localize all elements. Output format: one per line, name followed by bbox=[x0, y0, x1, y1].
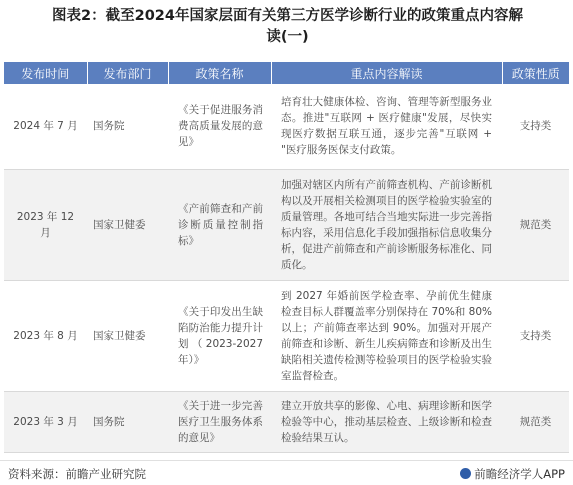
cell-department: 国家卫健委 bbox=[87, 280, 168, 391]
header-content: 重点内容解读 bbox=[271, 62, 502, 84]
cell-department: 国务院 bbox=[87, 391, 168, 452]
source-text: 资料来源：前瞻产业研究院 bbox=[8, 467, 146, 481]
brand bbox=[460, 466, 565, 482]
cell-nature: 规范类 bbox=[502, 391, 569, 452]
cell-policy: 《关于进一步完善医疗卫生服务体系的意见》 bbox=[168, 391, 271, 452]
footer bbox=[0, 460, 573, 485]
cell-date: 2023 年 8 月 bbox=[4, 280, 87, 391]
title-line-2: 读(一) bbox=[266, 29, 309, 45]
cell-content: 培育壮大健康体检、咨询、管理等新型服务业态。推进"互联网 + 医疗健康"发展，尽快实现医疗数据互联互通，逐步完善"互联网 + "医疗服务医保支付政策。 bbox=[271, 84, 502, 169]
policy-table bbox=[4, 62, 569, 453]
cell-policy: 《产前筛查和产前诊断质量控制指标》 bbox=[168, 169, 271, 280]
cell-date: 2024 年 7 月 bbox=[4, 84, 87, 169]
table-row bbox=[4, 391, 569, 452]
qianzhan-logo-icon bbox=[460, 468, 471, 479]
cell-department: 国家卫健委 bbox=[87, 169, 168, 280]
table-row bbox=[4, 280, 569, 391]
cell-date: 2023 年 3 月 bbox=[4, 391, 87, 452]
header-department: 发布部门 bbox=[87, 62, 168, 84]
cell-content: 到 2027 年婚前医学检查率、孕前优生健康检查目标人群覆盖率分别保持在 70%和 80%以上；产前筛查率达到 90%。加强对开展产前筛查和诊断、新生儿疾病筛查和诊断及出生缺陷相关遗传检测等检验项目的医学检验实验室监督检查。 bbox=[271, 280, 502, 391]
cell-nature: 支持类 bbox=[502, 280, 569, 391]
cell-date: 2023 年 12 月 bbox=[4, 169, 87, 280]
table-row bbox=[4, 84, 569, 169]
table-header-row bbox=[4, 62, 569, 84]
cell-department: 国务院 bbox=[87, 84, 168, 169]
cell-content: 加强对辖区内所有产前筛查机构、产前诊断机构以及开展相关检测项目的医学检验实验室的质量管理。各地可结合当地实际进一步完善指标内容，采用信息化手段加强指标信息收集分析，促进产前筛查和产前诊断服务标准化、同质化。 bbox=[271, 169, 502, 280]
cell-content: 建立开放共享的影像、心电、病理诊断和医学检验等中心，推动基层检查、上级诊断和检查检验结果互认。 bbox=[271, 391, 502, 452]
page-title bbox=[10, 6, 565, 48]
cell-nature: 规范类 bbox=[502, 169, 569, 280]
header-nature: 政策性质 bbox=[502, 62, 569, 84]
title-line-1: 图表2：截至2024年国家层面有关第三方医学诊断行业的政策重点内容解 bbox=[52, 8, 523, 24]
cell-policy: 《关于印发出生缺陷防治能力提升计划（2023-2027年）》 bbox=[168, 280, 271, 391]
header-date: 发布时间 bbox=[4, 62, 87, 84]
brand-text: 前瞻经济学人APP bbox=[474, 467, 565, 481]
cell-nature: 支持类 bbox=[502, 84, 569, 169]
header-policy: 政策名称 bbox=[168, 62, 271, 84]
table-row bbox=[4, 169, 569, 280]
cell-policy: 《关于促进服务消费高质量发展的意见》 bbox=[168, 84, 271, 169]
